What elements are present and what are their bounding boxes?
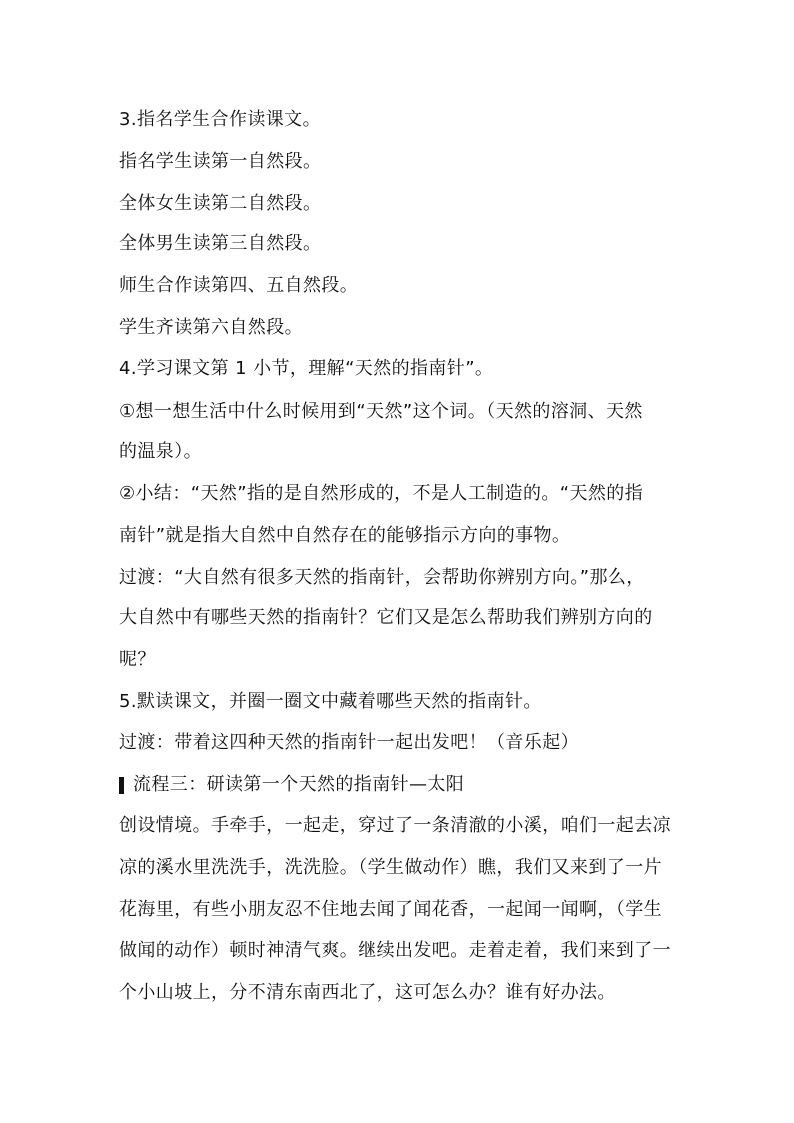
text-line: ②小结：“天然”指的是自然形成的，不是人工制造的。“天然的指	[119, 483, 644, 504]
text-line: ①想一想生活中什么时候用到“天然”这个词。（天然的溶洞、天然	[119, 401, 643, 422]
text-line: 学生齐读第六自然段。	[119, 317, 303, 338]
text-line: 个小山坡上，分不清东南西北了，这可怎么办？谁有好办法。	[119, 982, 616, 1003]
heading-bar-marker	[119, 777, 124, 794]
text-line: 的温泉）。	[119, 441, 202, 462]
section-heading	[119, 773, 464, 797]
section-heading-text: 流程三：研读第一个天然的指南针—太阳	[133, 774, 465, 795]
text-line: 过渡：“大自然有很多天然的指南针，会帮助你辨别方向。”那么，	[119, 567, 645, 588]
text-line: 南针”就是指大自然中自然存在的能够指示方向的事物。	[119, 525, 571, 546]
text-line: 师生合作读第四、五自然段。	[119, 275, 359, 296]
text-line: 创设情境。手牵手，一起走，穿过了一条清澈的小溪，咱们一起去凉	[119, 815, 671, 836]
text-line: 全体女生读第二自然段。	[119, 193, 322, 214]
text-line: 4.学习课文第 1 小节，理解“天然的指南针”。	[119, 358, 494, 379]
text-line: 花海里，有些小朋友忍不住地去闻了闻花香，一起闻一闻啊，（学生	[119, 899, 662, 920]
text-line: 3.指名学生合作读课文。	[119, 109, 321, 130]
text-line: 呢？	[119, 649, 156, 670]
text-line: 做闻的动作）顿时神清气爽。继续出发吧。走着走着，我们来到了一	[119, 940, 671, 961]
text-line: 大自然中有哪些天然的指南针？它们又是怎么帮助我们辨别方向的	[119, 607, 653, 628]
text-line: 指名学生读第一自然段。	[119, 151, 322, 172]
text-line: 凉的溪水里洗洗手，洗洗脸。（学生做动作）瞧，我们又来到了一片	[119, 857, 662, 878]
text-line: 过渡：带着这四种天然的指南针一起出发吧！（音乐起）	[119, 732, 579, 753]
text-line: 全体男生读第三自然段。	[119, 233, 322, 254]
text-line: 5.默读课文，并圈一圈文中藏着哪些天然的指南针。	[119, 691, 542, 712]
